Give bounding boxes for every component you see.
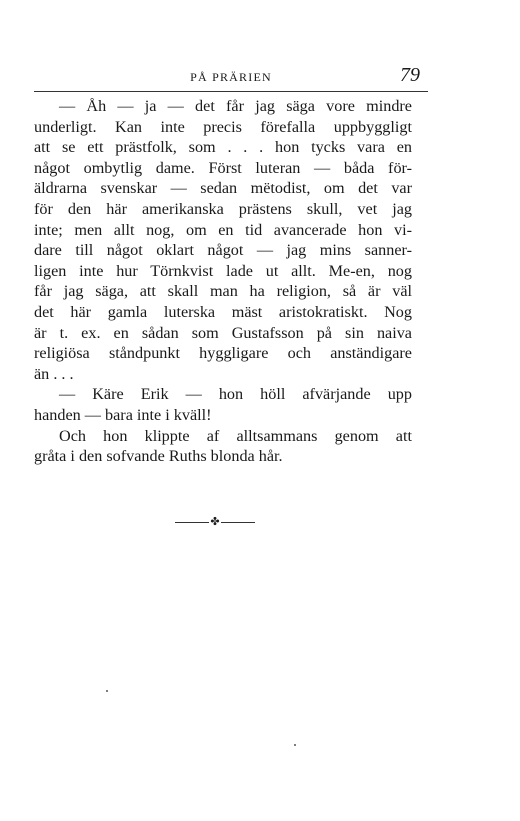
paper-speck: [294, 744, 296, 746]
text-line: underligt. Kan inte precis förefalla uppbyggligt: [34, 117, 412, 136]
text-line: dare till något oklart något — jag mins sanner-: [34, 241, 412, 260]
text-line: gråta i den sofvande Ruths blonda hår.: [34, 447, 283, 466]
text-line: ligen inte hur Törnkvist lade ut allt. Me-en, nog: [34, 261, 412, 280]
text-line: än . . .: [34, 364, 74, 383]
header-rule: [34, 91, 428, 92]
ornament-rule-left: [175, 522, 209, 523]
text-line: det här gamla luterska mäst aristokratiskt. Nog: [34, 302, 412, 321]
fleuron-icon: ✤: [210, 516, 220, 528]
text-line: religiösa ståndpunkt hyggligare och anständigare: [34, 344, 412, 363]
text-line: handen — bara inte i kväll!: [34, 405, 212, 424]
text-line: Och hon klippte af alltsammans genom att: [59, 426, 412, 445]
text-line: — Käre Erik — hon höll afvärjande upp: [59, 385, 412, 404]
text-line: att se ett prästfolk, som . . . hon tycks vara en: [34, 138, 412, 157]
ornament-rule-right: [221, 522, 255, 523]
page-number: 79: [400, 64, 420, 86]
text-line: äldrarna svenskar — sedan mëtodist, om det var: [34, 179, 412, 198]
text-line: — Åh — ja — det får jag säga vore mindre: [59, 97, 412, 115]
running-head: [34, 64, 428, 90]
body-text: [34, 96, 412, 467]
text-line: inte; men allt nog, om en tid avancerade hon vi-: [34, 220, 412, 239]
running-head-title: PÅ PRÄRIEN: [190, 70, 272, 84]
text-line: är t. ex. en sådan som Gustafsson på sin naiva: [34, 323, 412, 342]
paper-speck: [106, 690, 108, 692]
text-line: får jag säga, att skall man ha religion, så är väl: [34, 282, 412, 301]
text-line: något ombytlig dame. Först luteran — båda för-: [34, 158, 412, 177]
section-ornament: [175, 516, 255, 530]
text-line: för den här amerikanska prästens skull, vet jag: [34, 199, 412, 218]
